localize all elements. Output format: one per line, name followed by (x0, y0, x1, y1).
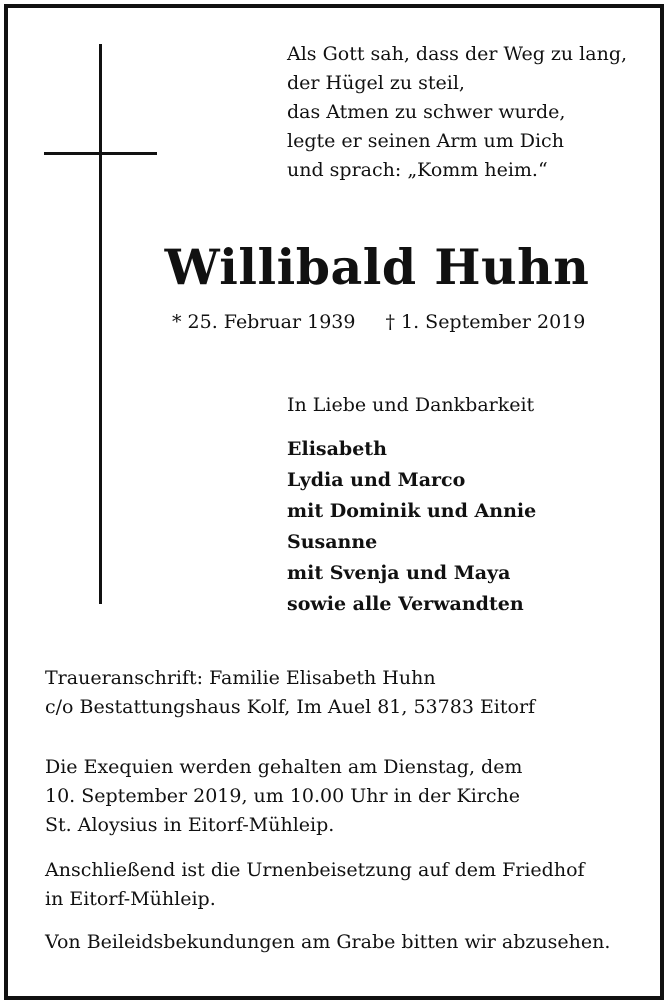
poem-line: Als Gott sah, dass der Weg zu lang, (287, 43, 628, 65)
life-dates (172, 311, 585, 333)
death-date: † 1. September 2019 (385, 311, 586, 333)
burial-info (45, 856, 585, 914)
burial-line: in Eitorf-Mühleip. (45, 888, 216, 910)
mourner-name: mit Svenja und Maya (287, 562, 511, 584)
service-info (45, 753, 522, 840)
service-line: St. Aloysius in Eitorf-Mühleip. (45, 814, 335, 836)
poem-line: legte er seinen Arm um Dich (287, 130, 564, 152)
service-line: Die Exequien werden gehalten am Dienstag, dem (45, 756, 523, 778)
birth-date: * 25. Februar 1939 (172, 311, 356, 333)
closing-line: Von Beileidsbekundungen am Grabe bitten wir abzusehen. (45, 931, 611, 953)
mourner-name: Lydia und Marco (287, 469, 466, 491)
address-line: c/o Bestattungshaus Kolf, Im Auel 81, 53783 Eitorf (45, 696, 536, 718)
mourners-list (287, 434, 536, 620)
poem-line: der Hügel zu steil, (287, 72, 465, 94)
mourner-name: Susanne (287, 531, 378, 553)
poem-line: und sprach: „Komm heim.“ (287, 159, 548, 181)
burial-line: Anschließend ist die Urnenbeisetzung auf dem Friedhof (45, 859, 585, 881)
mourner-name: mit Dominik und Annie (287, 500, 537, 522)
cross-horizontal-bar (44, 152, 157, 155)
closing-note (45, 928, 610, 957)
poem (287, 40, 627, 185)
cross-vertical-bar (99, 44, 102, 604)
deceased-name: Willibald Huhn (164, 238, 590, 296)
mourning-address (45, 664, 535, 722)
service-line: 10. September 2019, um 10.00 Uhr in der Kirche (45, 785, 520, 807)
mourner-name: Elisabeth (287, 438, 387, 460)
address-line: Traueranschrift: Familie Elisabeth Huhn (45, 667, 436, 689)
poem-line: das Atmen zu schwer wurde, (287, 101, 566, 123)
mourner-name: sowie alle Verwandten (287, 593, 524, 615)
mourners-intro: In Liebe und Dankbarkeit (287, 394, 535, 416)
